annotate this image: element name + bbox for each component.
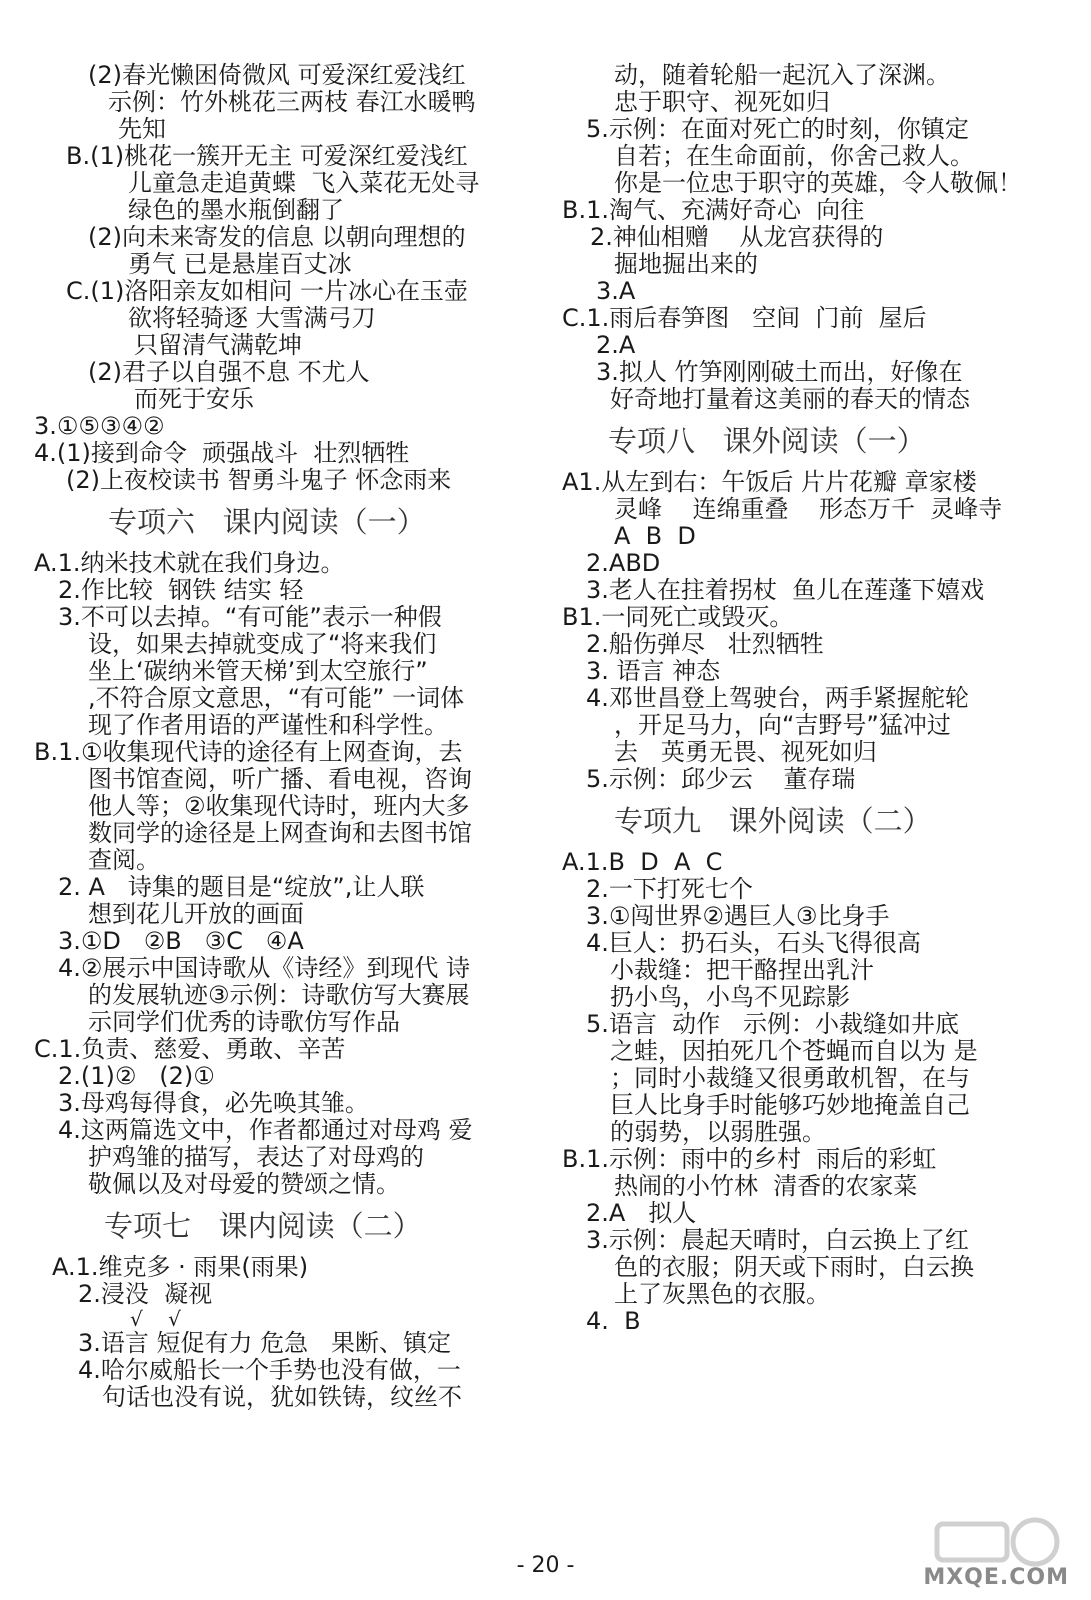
- answer-line: [30, 1384, 530, 1411]
- line-text: √ √: [130, 1307, 181, 1331]
- line-text: C.(1)洛阳亲友如相问 一片冰心在玉壶: [66, 277, 469, 305]
- answer-line: [30, 1117, 530, 1144]
- answer-line: [30, 658, 530, 685]
- line-text: C.1.负责、慈爱、勇敢、辛苦: [34, 1035, 346, 1063]
- line-text: 自若；在生命面前，你舍己救人。: [614, 142, 974, 170]
- line-text: 2.A: [596, 331, 636, 359]
- answer-line: [562, 224, 1062, 251]
- line-text: 3. 语言 神态: [586, 657, 721, 685]
- line-text: C.1.雨后春笋图 空间 门前 屋后: [562, 304, 927, 332]
- answer-line: [562, 1011, 1062, 1038]
- answer-line: [30, 1063, 530, 1090]
- answer-line: [30, 712, 530, 739]
- line-text: A.1.纳米技术就在我们身边。: [34, 549, 345, 577]
- line-text: 忠于职守、视死如归: [614, 88, 830, 116]
- answer-line: [30, 982, 530, 1009]
- answer-line: [562, 631, 1062, 658]
- answer-line: [30, 62, 530, 89]
- answer-line: [30, 386, 530, 413]
- answer-line: [562, 1119, 1062, 1146]
- line-text: 之蛙，因拍死几个苍蝇而自以为 是: [610, 1037, 978, 1065]
- line-text: 的弱势，以弱胜强。: [610, 1118, 826, 1146]
- line-text: B.1.示例：雨中的乡村 雨后的彩虹: [562, 1145, 937, 1173]
- answer-line: [30, 955, 530, 982]
- line-text: B.1.淘气、充满好奇心 向往: [562, 196, 865, 224]
- line-text: 3.拟人 竹笋刚刚破土而出，好像在: [596, 358, 963, 386]
- answer-line: [562, 305, 1062, 332]
- line-text: 儿童急走追黄蝶 飞入菜花无处寻: [128, 169, 480, 197]
- answer-line: [562, 658, 1062, 685]
- line-text: 4.②展示中国诗歌从《诗经》到现代 诗: [58, 954, 471, 982]
- line-text: 欲将轻骑逐 大雪满弓刀: [128, 304, 376, 332]
- answer-line: [562, 1254, 1062, 1281]
- answer-line: [562, 1146, 1062, 1173]
- line-text: 而死于安乐: [134, 385, 254, 413]
- line-text: 专项六 课内阅读（一）: [108, 505, 426, 539]
- line-text: 动，随着轮船一起沉入了深渊。: [614, 61, 950, 89]
- answer-line: [30, 440, 530, 467]
- answer-line: [30, 820, 530, 847]
- answer-line: [30, 170, 530, 197]
- line-text: (2)君子以自强不息 不尤人: [88, 358, 370, 386]
- line-text: 2.ABD: [586, 549, 661, 577]
- line-text: 5.示例：邱少云 董存瑞: [586, 765, 856, 793]
- answer-line: [562, 1173, 1062, 1200]
- line-text: 扔小鸟，小鸟不见踪影: [610, 983, 850, 1011]
- line-text: 想到花儿开放的画面: [88, 900, 304, 928]
- line-text: 3.示例：晨起天晴时，白云换上了红: [586, 1226, 969, 1254]
- answer-line: [562, 577, 1062, 604]
- answer-line: [30, 550, 530, 577]
- answer-line: [30, 739, 530, 766]
- page-number: - 20 -: [516, 1553, 575, 1578]
- answer-line: [30, 1330, 530, 1357]
- answer-line: [30, 116, 530, 143]
- answer-line: [562, 604, 1062, 631]
- watermark-text: MXQE.COM: [923, 1565, 1069, 1590]
- answer-line: [30, 1144, 530, 1171]
- answer-line: [562, 523, 1062, 550]
- answer-line: [562, 1281, 1062, 1308]
- line-text: A B D: [614, 522, 696, 550]
- line-text: 句话也没有说，犹如铁铸，纹丝不: [102, 1383, 462, 1411]
- line-text: 勇气 已是悬崖百丈冰: [128, 250, 352, 278]
- answer-line: [30, 604, 530, 631]
- line-text: 图书馆查阅，听广播、看电视，咨询: [88, 765, 472, 793]
- answer-line: [562, 984, 1062, 1011]
- answer-line: [30, 1036, 530, 1063]
- line-text: 你是一位忠于职守的英雄，令人敬佩！: [614, 169, 1022, 197]
- answer-line: [30, 1254, 530, 1281]
- answer-line: [30, 928, 530, 955]
- answer-line: [30, 1090, 530, 1117]
- answer-line: [562, 496, 1062, 523]
- answer-line: [562, 62, 1062, 89]
- line-text: A.1.B D A C: [562, 848, 723, 876]
- right-column: [562, 62, 1062, 1335]
- line-text: 2.神仙相赠 从龙宫获得的: [590, 223, 884, 251]
- line-text: B.1.①收集现代诗的途径有上网查询，去: [34, 738, 463, 766]
- line-text: 先知: [118, 115, 166, 143]
- answer-line: [562, 359, 1062, 386]
- answer-line: [562, 1308, 1062, 1335]
- answer-line: [30, 685, 530, 712]
- line-text: 2.一下打死七个: [586, 875, 753, 903]
- answer-line: [562, 766, 1062, 793]
- answer-line: [562, 469, 1062, 496]
- line-text: 专项九 课外阅读（二）: [614, 804, 932, 838]
- answer-line: [562, 712, 1062, 739]
- line-text: 掘地掘出来的: [614, 250, 758, 278]
- line-text: 数同学的途径是上网查询和去图书馆: [88, 819, 472, 847]
- answer-line: [562, 550, 1062, 577]
- answer-line: [30, 143, 530, 170]
- line-text: 专项七 课内阅读（二）: [104, 1209, 422, 1243]
- line-text: B1.一同死亡或毁灭。: [562, 603, 794, 631]
- answer-line: [562, 89, 1062, 116]
- line-text: 的发展轨迹③示例：诗歌仿写大赛展: [88, 981, 470, 1009]
- answer-line: [562, 1038, 1062, 1065]
- answer-line: [562, 143, 1062, 170]
- answer-line: [30, 1357, 530, 1384]
- answer-line: [30, 1171, 530, 1198]
- answer-line: [562, 197, 1062, 224]
- line-text: 设，如果去掉就变成了“将来我们: [88, 630, 437, 658]
- answer-line: [30, 847, 530, 874]
- answer-line: [30, 1281, 530, 1308]
- line-text: 2.A 拟人: [586, 1199, 697, 1227]
- answer-line: [562, 849, 1062, 876]
- line-text: 色的衣服；阴天或下雨时，白云换: [614, 1253, 974, 1281]
- line-text: B.(1)桃花一簇开无主 可爱深红爱浅红: [66, 142, 468, 170]
- line-text: 示例：竹外桃花三两枝 春江水暖鸭: [108, 88, 476, 116]
- line-text: ，开足马力，向“吉野号”猛冲过: [614, 711, 951, 739]
- answer-line: [30, 901, 530, 928]
- line-text: 小裁缝：把干酪捏出乳汁: [610, 956, 874, 984]
- line-text: 3.①闯世界②遇巨人③比身手: [586, 902, 890, 930]
- line-text: 3.①D ②B ③C ④A: [58, 927, 304, 955]
- line-text: 现了作者用语的严谨性和科学性。: [88, 711, 448, 739]
- answer-line: [30, 89, 530, 116]
- line-text: A.1.维克多 · 雨果(雨果): [52, 1253, 309, 1281]
- line-text: 3.A: [596, 277, 636, 305]
- line-text: 坐上‘碳纳米管天梯’到太空旅行”: [88, 657, 428, 685]
- answer-line: [562, 1200, 1062, 1227]
- line-text: 4.邓世昌登上驾驶台，两手紧握舵轮: [586, 684, 969, 712]
- answer-line: [30, 359, 530, 386]
- answer-line: [562, 957, 1062, 984]
- line-text: 2.作比较 钢铁 结实 轻: [58, 576, 304, 604]
- answer-line: [562, 170, 1062, 197]
- line-text: 去 英勇无畏、视死如归: [614, 738, 877, 766]
- line-text: 2. A 诗集的题目是“绽放”,让人联: [58, 873, 425, 901]
- line-text: 4.(1)接到命令 顽强战斗 壮烈牺牲: [34, 439, 410, 467]
- answer-line: [30, 197, 530, 224]
- line-text: 查阅。: [88, 846, 160, 874]
- answer-line: [30, 278, 530, 305]
- line-text: 灵峰 连绵重叠 形态万千 灵峰寺: [614, 495, 1003, 523]
- line-text: (2)春光懒困倚微风 可爱深红爱浅红: [88, 61, 466, 89]
- line-text: 3.语言 短促有力 危急 果断、镇定: [78, 1329, 452, 1357]
- answer-line: [30, 1009, 530, 1036]
- answer-line: [562, 278, 1062, 305]
- line-text: 5.语言 动作 示例：小裁缝如井底: [586, 1010, 960, 1038]
- line-text: 4.这两篇选文中，作者都通过对母鸡 爱: [58, 1116, 473, 1144]
- answer-line: [30, 874, 530, 901]
- answer-line: [30, 305, 530, 332]
- line-text: 只留清气满乾坤: [134, 331, 302, 359]
- left-column: [30, 62, 530, 1411]
- answer-line: [30, 332, 530, 359]
- section-heading: [562, 413, 1062, 469]
- answer-line: [30, 413, 530, 440]
- line-text: 3.母鸡每得食，必先唤其雏。: [58, 1089, 369, 1117]
- line-text: 敬佩以及对母爱的赞颂之情。: [88, 1170, 400, 1198]
- answer-line: [562, 903, 1062, 930]
- line-text: 绿色的墨水瓶倒翻了: [128, 196, 344, 224]
- section-heading: [30, 1198, 530, 1254]
- answer-line: [30, 766, 530, 793]
- line-text: 护鸡雏的描写，表达了对母鸡的: [88, 1143, 424, 1171]
- section-heading: [30, 494, 530, 550]
- line-text: 5.示例：在面对死亡的时刻，你镇定: [586, 115, 969, 143]
- line-text: 热闹的小竹林 清香的农家菜: [614, 1172, 918, 1200]
- answer-line: [30, 224, 530, 251]
- line-text: 2.浸没 凝视: [78, 1280, 213, 1308]
- line-text: 上了灰黑色的衣服。: [614, 1280, 830, 1308]
- line-text: 4.巨人：扔石头，石头飞得很高: [586, 929, 921, 957]
- answer-line: [562, 739, 1062, 766]
- answer-line: [30, 631, 530, 658]
- line-text: 4.哈尔威船长一个手势也没有做，一: [78, 1356, 461, 1384]
- answer-line: [562, 251, 1062, 278]
- line-text: (2)向未来寄发的信息 以朝向理想的: [88, 223, 466, 251]
- answer-line: [562, 930, 1062, 957]
- answer-line: [562, 1065, 1062, 1092]
- line-text: 4. B: [586, 1307, 641, 1335]
- answer-line: [30, 577, 530, 604]
- answer-line: [562, 1092, 1062, 1119]
- answer-line: [562, 876, 1062, 903]
- answer-line: [30, 1308, 530, 1330]
- line-text: 3.不可以去掉。“有可能”表示一种假: [58, 603, 442, 631]
- answer-line: [562, 386, 1062, 413]
- line-text: 示同学们优秀的诗歌仿写作品: [88, 1008, 400, 1036]
- line-text: 巨人比身手时能够巧妙地掩盖自己: [610, 1091, 970, 1119]
- answer-line: [562, 1227, 1062, 1254]
- line-text: 3.老人在拄着拐杖 鱼儿在莲蓬下嬉戏: [586, 576, 985, 604]
- answer-line: [562, 685, 1062, 712]
- line-text: 2.船伤弹尽 壮烈牺牲: [586, 630, 824, 658]
- line-text: 好奇地打量着这美丽的春天的情态: [610, 385, 970, 413]
- line-text: ,不符合原文意思，“有可能” 一词体: [88, 684, 465, 712]
- answer-line: [562, 116, 1062, 143]
- line-text: 2.(1)② (2)①: [58, 1062, 215, 1090]
- answer-line: [30, 467, 530, 494]
- line-text: (2)上夜校读书 智勇斗鬼子 怀念雨来: [66, 466, 452, 494]
- answer-line: [562, 332, 1062, 359]
- answer-line: [30, 251, 530, 278]
- line-text: 3.①⑤③④②: [34, 412, 165, 440]
- line-text: ；同时小裁缝又很勇敢机智，在与: [610, 1064, 970, 1092]
- line-text: A1.从左到右：午饭后 片片花瓣 章家楼: [562, 468, 977, 496]
- answer-line: [30, 793, 530, 820]
- section-heading: [562, 793, 1062, 849]
- line-text: 专项八 课外阅读（一）: [608, 424, 926, 458]
- line-text: 他人等；②收集现代诗时，班内大多: [88, 792, 470, 820]
